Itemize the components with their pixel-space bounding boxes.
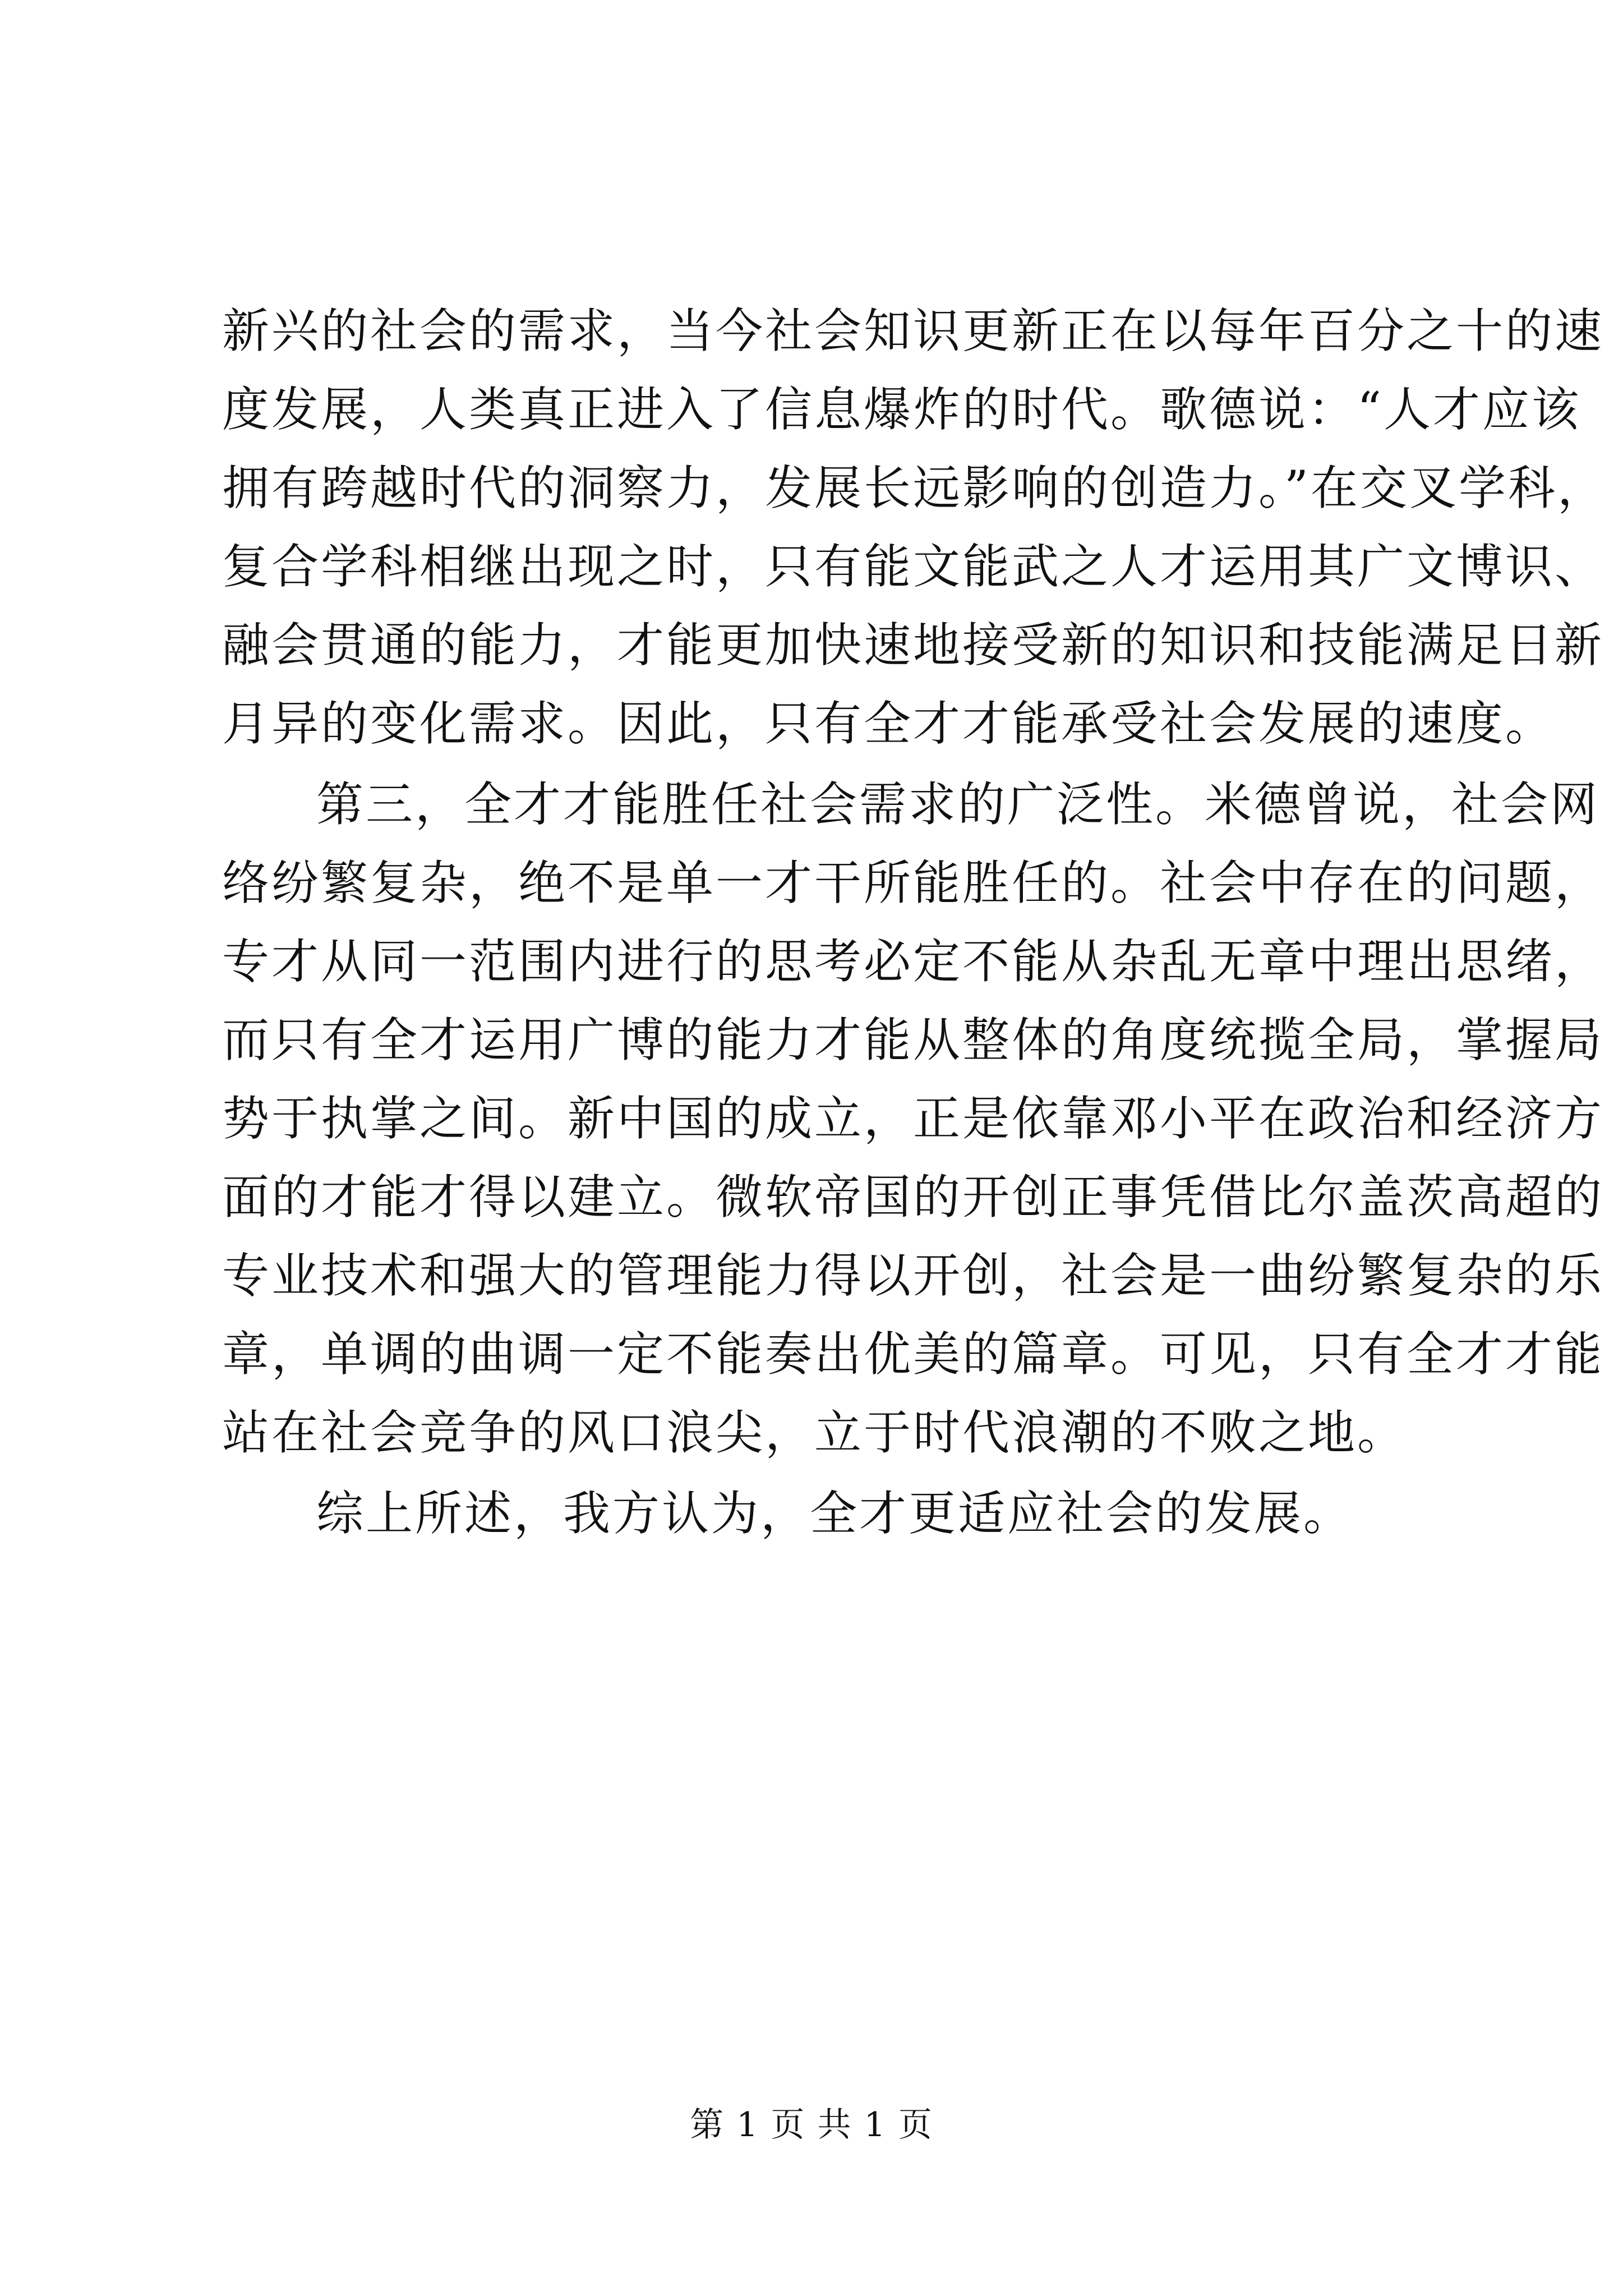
text-line-10: 而只有全才运用广博的能力才能从整体的角度统揽全局，掌握局 <box>222 1013 1604 1068</box>
paragraph-start-line-7: 第三，全才才能胜任社会需求的广泛性。米德曾说，社会网 <box>316 777 1600 832</box>
text-line-4: 复合学科相继出现之时，只有能文能武之人才运用其广文博识、 <box>222 539 1604 594</box>
text-line-8: 络纷繁复杂，绝不是单一才干所能胜任的。社会中存在的问题， <box>222 855 1604 910</box>
document-body <box>222 292 1607 1553</box>
text-line-12: 面的才能才得以建立。微软帝国的开创正事凭借比尔盖茨高超的 <box>222 1170 1604 1225</box>
page-footer: 第 1 页 共 1 页 <box>690 2105 933 2145</box>
text-line-13: 专业技术和强大的管理能力得以开创，社会是一曲纷繁复杂的乐 <box>222 1248 1604 1303</box>
text-line-9: 专才从同一范围内进行的思考必定不能从杂乱无章中理出思绪， <box>222 934 1604 989</box>
conclusion-line: 综上所述，我方认为，全才更适应社会的发展。 <box>316 1486 1353 1541</box>
text-line-15: 站在社会竞争的风口浪尖，立于时代浪潮的不败之地。 <box>222 1405 1407 1460</box>
text-line-5: 融会贯通的能力，才能更加快速地接受新的知识和技能满足日新 <box>222 618 1604 673</box>
text-line-14: 章，单调的曲调一定不能奏出优美的篇章。可见，只有全才才能 <box>222 1327 1604 1382</box>
text-line-3: 拥有跨越时代的洞察力，发展长远影响的创造力。”在交叉学科， <box>222 461 1607 516</box>
text-line-11: 势于执掌之间。新中国的成立，正是依靠邓小平在政治和经济方 <box>222 1091 1604 1146</box>
text-line-2: 度发展，人类真正进入了信息爆炸的时代。歌德说：“人才应该 <box>222 382 1581 437</box>
text-line-6: 月异的变化需求。因此，只有全才才能承受社会发展的速度。 <box>222 696 1555 751</box>
text-line-1: 新兴的社会的需求，当今社会知识更新正在以每年百分之十的速 <box>222 303 1604 358</box>
